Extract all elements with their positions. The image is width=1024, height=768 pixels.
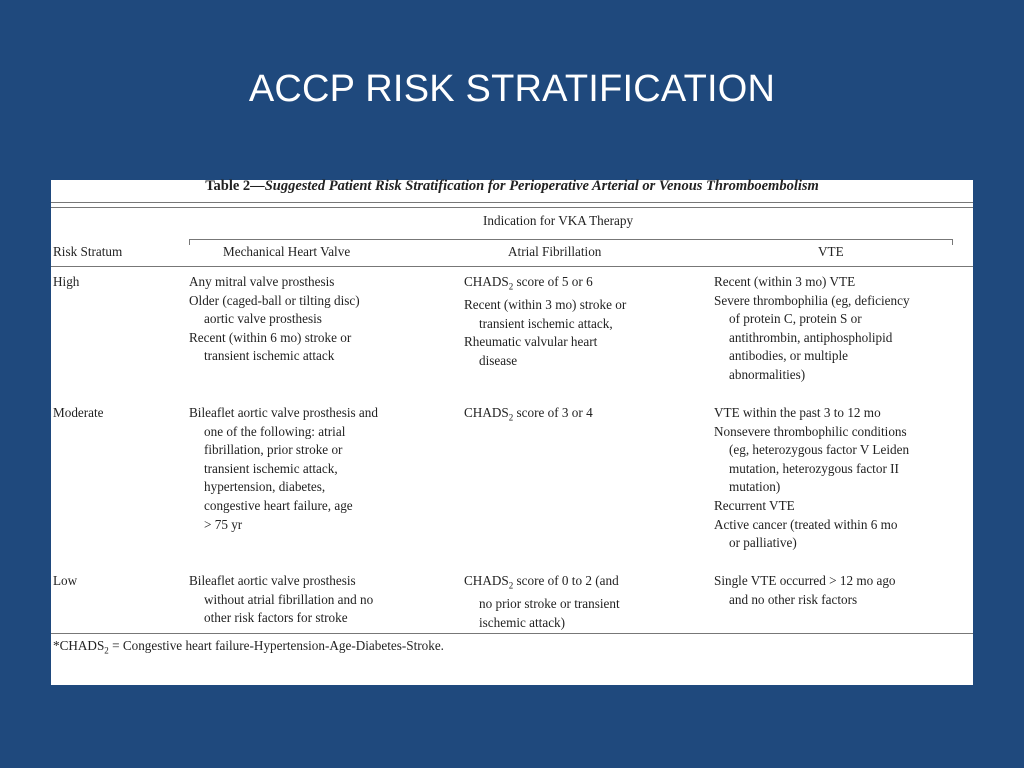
cell-line (464, 595, 620, 614)
cell-line-text: and no other risk factors (729, 591, 858, 607)
cell-line-text: disease (479, 353, 518, 369)
footnote-prefix: *CHADS (53, 638, 105, 653)
slide-title: ACCP RISK STRATIFICATION (248, 68, 776, 110)
cell-line-text: Bileaflet aortic valve prosthesis and (189, 405, 378, 420)
cell-line-text: Any mitral valve prosthesis (189, 274, 335, 289)
cell-line (189, 478, 378, 497)
cell-line (189, 347, 360, 366)
cell-low-mhv (189, 572, 373, 628)
cell-line-text: CHADS (464, 405, 509, 420)
stratum-high: High (53, 274, 80, 289)
cell-line-text: Recent (within 6 mo) stroke or (189, 329, 352, 345)
cell-line-text: hypertension, diabetes, (204, 479, 326, 495)
cell-line (714, 441, 909, 460)
cell-line (464, 614, 620, 633)
cell-line (714, 478, 909, 497)
cell-line (464, 333, 626, 352)
cell-line-text: Single VTE occurred > 12 mo ago (714, 573, 896, 588)
cell-line (714, 534, 909, 553)
cell-line-rest: score of 3 or 4 (513, 405, 593, 420)
cell-line (189, 310, 360, 329)
cell-line-text: or palliative) (729, 535, 797, 551)
cell-line-text: without atrial fibrillation and no (204, 591, 374, 607)
cell-line-text: other risk factors for stroke (204, 610, 348, 626)
cell-line (464, 404, 593, 427)
cell-line (189, 591, 373, 610)
cell-line-text: antibodies, or multiple (729, 348, 849, 364)
cell-line-text: no prior stroke or transient (479, 596, 620, 612)
cell-moderate-vte (714, 404, 909, 553)
cell-line-text: Recurrent VTE (714, 497, 795, 513)
cell-line-text: mutation) (729, 479, 781, 495)
cell-line (714, 591, 896, 610)
cell-line (714, 572, 896, 591)
cell-line-text: ischemic attack) (479, 614, 566, 630)
cell-line-rest: score of 0 to 2 (and (513, 573, 619, 588)
cell-line-rest: score of 5 or 6 (513, 274, 593, 289)
cell-moderate-af (464, 404, 593, 427)
cell-line (464, 352, 626, 371)
bottom-rule (51, 633, 973, 634)
cell-line (714, 310, 910, 329)
cell-line (189, 292, 360, 311)
cell-line-text: CHADS (464, 573, 509, 588)
cell-line-text: Recent (within 3 mo) VTE (714, 274, 856, 289)
cell-line (189, 497, 378, 516)
subscript: 2 (508, 580, 514, 591)
cell-line-text: congestive heart failure, age (204, 497, 353, 513)
cell-line-text: CHADS (464, 274, 509, 289)
cell-line-text: Active cancer (treated within 6 mo (714, 516, 898, 532)
cell-high-mhv (189, 273, 360, 366)
cell-high-af (464, 273, 626, 371)
cell-line (464, 572, 620, 595)
top-rule (51, 202, 973, 203)
caption-prefix: Table 2— (205, 178, 265, 194)
footnote-rest: = Congestive heart failure-Hypertension-Age-Diabetes-Stroke. (108, 638, 444, 653)
cell-line (714, 423, 909, 442)
cell-line (464, 273, 626, 296)
cell-moderate-mhv (189, 404, 378, 534)
header-rule (51, 266, 973, 267)
cell-line (464, 296, 626, 315)
top-rule-2 (51, 207, 973, 208)
subscript: 2 (508, 281, 514, 292)
table-caption (51, 178, 973, 195)
subscript: 2 (508, 412, 514, 423)
cell-line (714, 497, 909, 516)
caption-title: Suggested Patient Risk Stratification for Perioperative Arterial or Venous Thromboembolism (264, 178, 819, 194)
cell-low-af (464, 572, 620, 632)
cell-line-text: fibrillation, prior stroke or (204, 442, 343, 458)
cell-line (714, 292, 910, 311)
cell-line-text: of protein C, protein S or (729, 311, 862, 327)
cell-line (189, 516, 378, 535)
cell-line-text: > 75 yr (204, 516, 243, 532)
cell-line-text: Older (caged-ball or tilting disc) (189, 292, 360, 308)
cell-line (189, 609, 373, 628)
col-vte: VTE (818, 244, 844, 259)
cell-line-text: Nonsevere thrombophilic conditions (714, 423, 907, 439)
group-header: Indication for VKA Therapy (483, 213, 634, 228)
cell-line (714, 516, 909, 535)
cell-line (714, 273, 910, 292)
cell-line (189, 273, 360, 292)
cell-line-text: abnormalities) (729, 366, 806, 382)
col-atrial-fibrillation: Atrial Fibrillation (508, 244, 602, 259)
cell-line (714, 404, 909, 423)
cell-line-text: VTE within the past 3 to 12 mo (714, 405, 881, 420)
cell-line (714, 347, 910, 366)
table-footnote (53, 638, 444, 656)
cell-line-text: transient ischemic attack, (479, 315, 613, 331)
col-risk-stratum: Risk Stratum (53, 244, 123, 259)
cell-line-text: Recent (within 3 mo) stroke or (464, 297, 627, 313)
cell-low-vte (714, 572, 896, 609)
cell-line (714, 366, 910, 385)
cell-line (714, 329, 910, 348)
stratum-low: Low (53, 573, 78, 588)
cell-line (189, 329, 360, 348)
cell-line-text: one of the following: atrial (204, 423, 346, 439)
stratum-moderate: Moderate (53, 405, 104, 420)
cell-line-text: mutation, heterozygous factor II (729, 460, 899, 476)
table-image-panel (51, 180, 973, 685)
cell-line-text: transient ischemic attack, (204, 460, 338, 476)
cell-high-vte (714, 273, 910, 385)
cell-line (189, 423, 378, 442)
cell-line (189, 460, 378, 479)
cell-line-text: transient ischemic attack (204, 348, 335, 364)
cell-line-text: (eg, heterozygous factor V Leiden (729, 442, 910, 458)
cell-line-text: antithrombin, antiphospholipid (729, 329, 893, 345)
cell-line (189, 404, 378, 423)
cell-line (714, 460, 909, 479)
cell-line (464, 315, 626, 334)
cell-line-text: Bileaflet aortic valve prosthesis (189, 573, 356, 588)
footnote-sub: 2 (104, 645, 109, 656)
cell-line-text: Severe thrombophilia (eg, deficiency (714, 292, 910, 308)
cell-line-text: aortic valve prosthesis (204, 311, 322, 327)
cell-line (189, 441, 378, 460)
col-mechanical-heart-valve: Mechanical Heart Valve (223, 244, 351, 259)
cell-line (189, 572, 373, 591)
cell-line-text: Rheumatic valvular heart (464, 334, 598, 350)
